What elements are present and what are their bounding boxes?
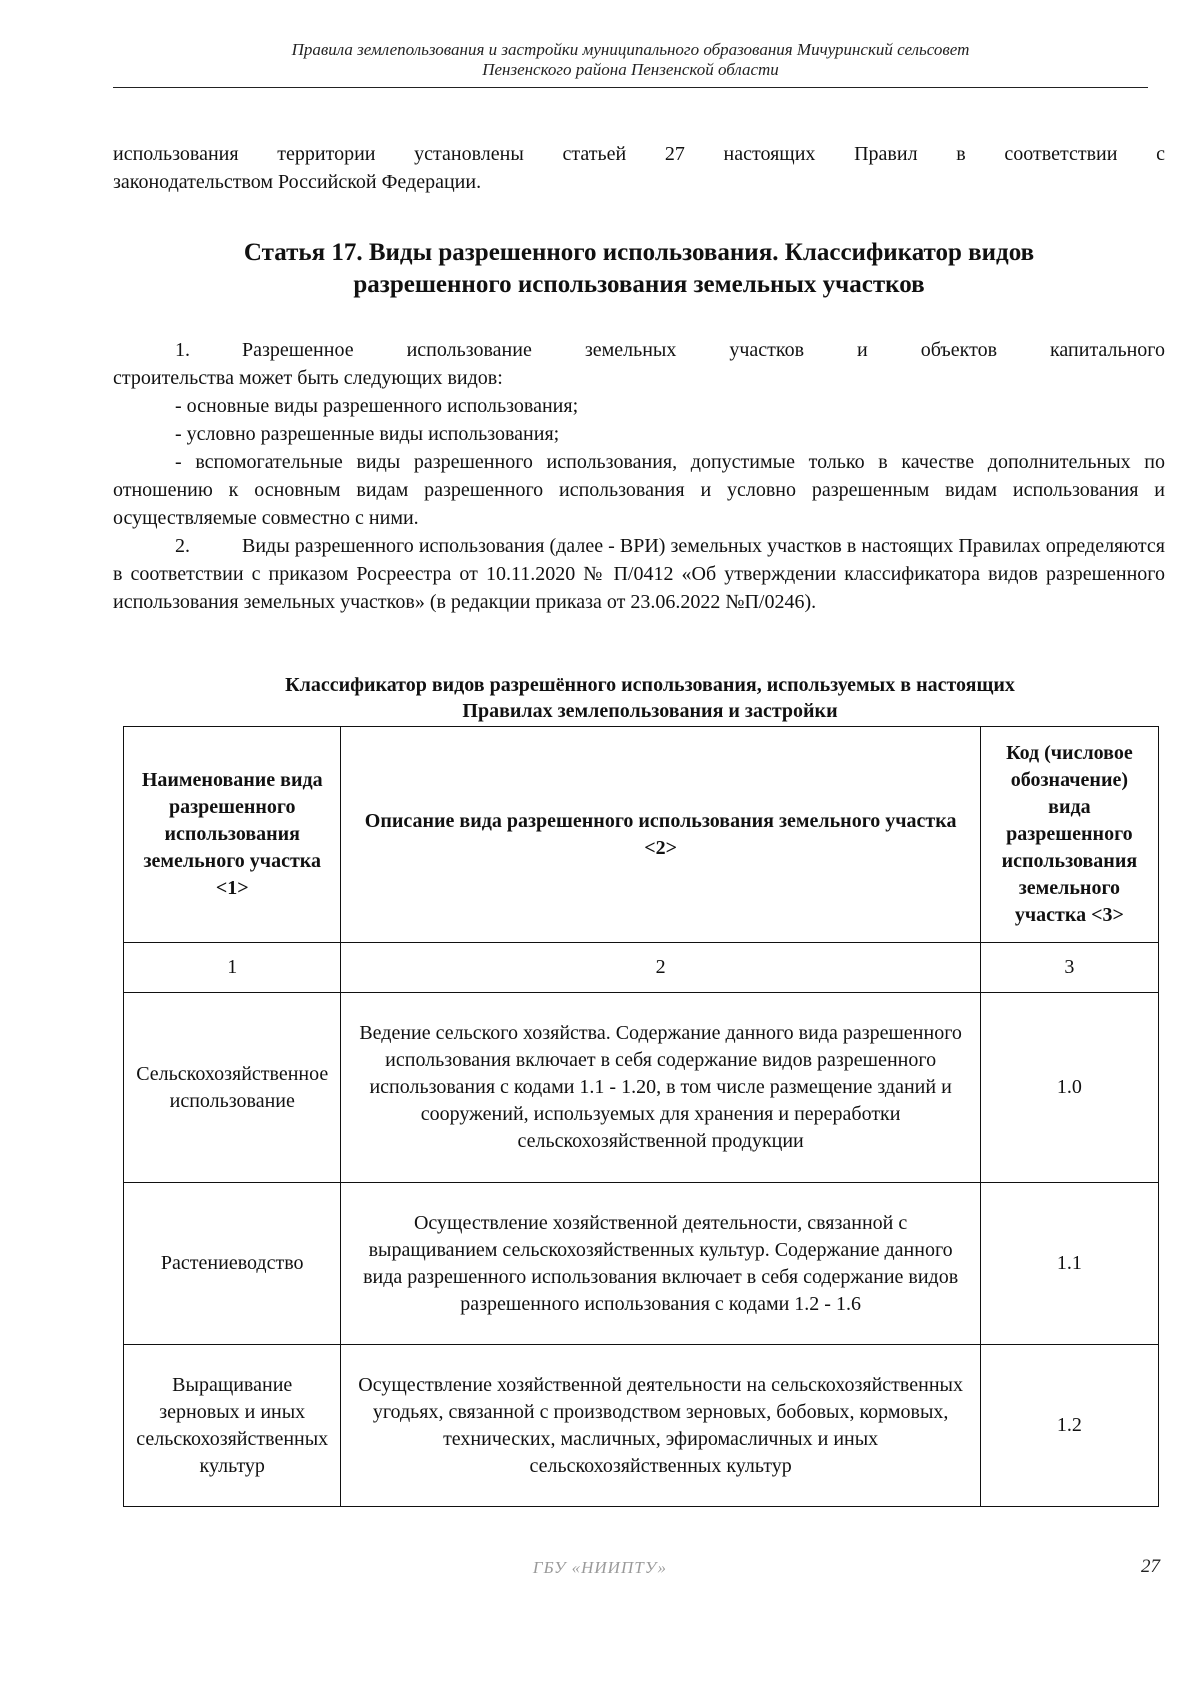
table-head [124,727,1159,943]
bullet-main-types: - основные виды разрешенного использования; [175,395,579,417]
running-header-line-1: Правила землепользования и застройки муниципального образования Мичуринский сельсовет [291,40,970,59]
column-number-1: 1 [124,943,341,993]
page-number: 27 [1141,1556,1160,1577]
intro-paragraph [113,140,1165,196]
row-name: Сельскохозяйственное использование [124,993,341,1183]
table-row [124,993,1159,1183]
intro-line-1: использования территории установлены статьей 27 настоящих Правил в соответствии с [113,143,1165,165]
classifier-table [123,726,1159,1507]
column-number-3: 3 [980,943,1158,993]
paragraph-2 [113,532,1165,616]
article-body [113,336,1165,616]
row-name: Растениеводство [124,1183,341,1345]
table-body [124,943,1159,1507]
table-row [124,1345,1159,1507]
running-header [113,40,1148,80]
bullet-conditional-types: - условно разрешенные виды использования; [175,423,560,445]
header-name: Наименование вида разрешенного использования земельного участка <1> [124,727,341,943]
table-row [124,1183,1159,1345]
paragraph-2-number: 2. [175,535,190,557]
column-number-row [124,943,1159,993]
paragraph-2-text: Виды разрешенного использования (далее - ВРИ) земельных участков в настоящих Правилах определяются в соответствии с приказом Росреестра от 10.11.2020 № П/0412 «Об утверждении классификатора видов разрешенного использования земельных участков» (в редакции приказа от 23.06.2022 №П/0246). [113,535,1165,613]
table-header-row [124,727,1159,943]
article-title-line-2: разрешенного использования земельных участков [353,271,925,298]
table-caption [150,672,1150,724]
paragraph-1-number: 1. [175,339,190,361]
row-description: Ведение сельского хозяйства. Содержание данного вида разрешенного использования включает в себя содержание видов разрешенного использования с кодами 1.1 - 1.20, в том числе размещение зданий и сооружений, используемых для хранения и переработки сельскохозяйственной продукции [341,993,980,1183]
row-description: Осуществление хозяйственной деятельности на сельскохозяйственных угодьях, связанной с производством зерновых, бобовых, кормовых, технических, масличных, эфиромасличных и иных сельскохозяйственных культур [341,1345,980,1507]
header-code: Код (числовое обозначение) вида разрешенного использования земельного участка <3> [980,727,1158,943]
footer-organization: ГБУ «НИИПТУ» [532,1558,668,1577]
header-description: Описание вида разрешенного использования земельного участка <2> [341,727,980,943]
row-code: 1.1 [980,1183,1158,1345]
column-number-2: 2 [341,943,980,993]
bullet-auxiliary-types: - вспомогательные виды разрешенного использования, допустимые только в качестве дополнительных по отношению к основным видам разрешенного использования и условно разрешенным видам использования и осуществляемые совместно с ними. [113,451,1165,529]
paragraph-1-line-1 [113,336,1165,364]
intro-line-2: законодательством Российской Федерации. [113,171,482,193]
table-caption-line-1: Классификатор видов разрешённого использования, используемых в настоящих [285,674,1015,696]
row-code: 1.2 [980,1345,1158,1507]
paragraph-1-line-2: строительства может быть следующих видов: [113,367,503,389]
row-name: Выращивание зерновых и иных сельскохозяйственных культур [124,1345,341,1507]
paragraph-1-text: Разрешенное использование земельных участков и объектов капитального [242,339,1165,361]
row-code: 1.0 [980,993,1158,1183]
article-title-line-1: Статья 17. Виды разрешенного использования. Классификатор видов [243,239,1035,266]
header-divider [113,87,1148,88]
running-header-line-2: Пензенского района Пензенской области [482,60,779,79]
row-description: Осуществление хозяйственной деятельности, связанной с выращиванием сельскохозяйственных культур. Содержание данного вида разрешенного использования включает в себя содержание видов разрешенного использования с кодами 1.2 - 1.6 [341,1183,980,1345]
article-title [113,237,1165,301]
table-caption-line-2: Правилах землепользования и застройки [462,700,838,722]
